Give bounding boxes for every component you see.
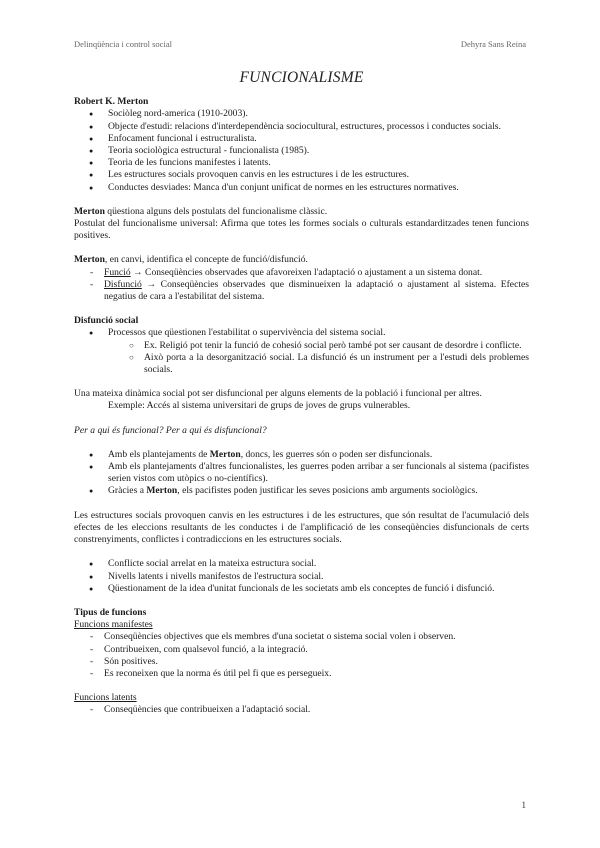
funcio-list — [74, 267, 529, 304]
list-item: - Contribueixen, com qualsevol funció, a la integració. — [74, 644, 529, 656]
dinamica-example: Exemple: Accés al sistema universitari de grups de joves de grups vulnerables. — [108, 400, 411, 412]
guerres-bullets — [74, 449, 529, 498]
merton-heading: Robert K. Merton — [74, 96, 149, 108]
page-header — [74, 39, 526, 49]
list-item: ● Conflicte social arrelat en la mateixa estructura social. — [74, 558, 529, 570]
identifica-text: , en canvi, identifica el concepte de funció/disfunció. — [104, 254, 308, 266]
manifestes-heading: Funcions manifestes — [74, 619, 153, 631]
page-number: 1 — [521, 800, 526, 810]
text: , els pacifistes poden justificar les seves posicions amb arguments sociològics. — [177, 485, 478, 497]
term-disfuncio: Disfunció — [104, 278, 142, 290]
list-item: ● Teoria de les funcions manifestes i latents. — [74, 157, 529, 169]
page-title: FUNCIONALISME — [239, 69, 364, 86]
dinamica-line: Una mateixa dinàmica social pot ser disfuncional per alguns elements de la població i funcional per altres. — [74, 388, 482, 400]
list-item — [74, 267, 529, 279]
list-item: - Conseqüències objectives que els membres d'una societat o sistema social volen i observen. — [74, 631, 529, 643]
header-author: Dehyra Sans Reina — [460, 39, 526, 49]
list-item: ● Les estructures socials provoquen canvis en les estructures i de les estructures. — [74, 169, 529, 181]
questiona-line — [74, 206, 529, 218]
list-item: - Conseqüències que contribueixen a l'adaptació social. — [74, 704, 529, 716]
text: Amb els plantejaments d'altres funcionalistes, les guerres poden arribar a ser funcionals al sistema (pacifistes serien vistos com utòpics o no-científics). — [108, 461, 529, 485]
estructures-paragraph: Les estructures socials provoquen canvis en les estructures i de les estructures, que són resultat de l'acumulació dels efectes de les eleccions resultants de les conductes i de l'amplificació de les conseqüències disfuncionals de certs constrenyiments, conflictes i contradiccions en les estructures socials. — [74, 509, 529, 546]
merton-name: Merton — [74, 254, 105, 266]
list-item: ○ Això porta a la desorganització social. La disfunció és un instrument per a l'estudi dels problemes socials. — [74, 352, 529, 376]
text: Gràcies a — [108, 485, 147, 497]
identifica-line — [74, 254, 529, 266]
list-item — [74, 485, 529, 497]
disfuncio-heading: Disfunció social — [74, 315, 139, 327]
list-item — [74, 449, 529, 461]
conflicte-bullets — [74, 558, 529, 595]
list-item: ● Qüestionament de la idea d'unitat funcionals de les societats amb els conceptes de funció i disfunció. — [74, 583, 529, 595]
list-item: ● Sociòleg nord-america (1910-2003). — [74, 108, 529, 120]
latents-list — [74, 704, 529, 716]
list-item: ● Teoria sociològica estructural - funcionalista (1985). — [74, 145, 529, 157]
merton-name: Merton — [209, 448, 241, 460]
text: , doncs, les guerres són o poden ser disfuncionals. — [240, 448, 433, 460]
postulat-line: Postulat del funcionalisme universal: Afirma que totes les formes socials o culturals estandarditzades tenen funcions positives. — [74, 218, 529, 242]
list-item: ● Enfocament funcional i estructuralista. — [74, 133, 529, 145]
list-item: ● Processos que qüestionen l'estabilitat o supervivència del sistema social. — [74, 327, 529, 339]
list-item — [74, 461, 529, 485]
disfuncio-bullets — [74, 327, 529, 339]
list-item — [74, 279, 529, 303]
disfuncio-subbullets — [74, 340, 529, 377]
text: Amb els plantejaments de — [108, 448, 210, 460]
term-funcio: Funció — [104, 266, 131, 278]
header-course: Delinqüència i control social — [74, 39, 172, 49]
merton-bullets — [74, 108, 529, 193]
latents-heading: Funcions latents — [74, 692, 137, 704]
question-line: Per a qui és funcional? Per a qui és disfuncional? — [74, 424, 267, 436]
list-item: ● Conductes desviades: Manca d'un conjunt unificat de normes en les estructures normatives. — [74, 182, 529, 194]
list-item: - Són positives. — [74, 656, 529, 668]
list-item: - Es reconeixen que la norma és útil pel fi que es persegueix. — [74, 668, 529, 680]
questiona-text: qüestiona alguns dels postulats del funcionalisme clàssic. — [104, 205, 328, 217]
definition: → Conseqüències observades que afavoreixen l'adaptació o ajustament a un sistema donat. — [130, 266, 483, 278]
list-item: ● Objecte d'estudi: relacions d'interdependència sociocultural, estructures, processos i conductes socials. — [74, 121, 529, 133]
manifestes-list — [74, 631, 529, 680]
tipus-heading: Tipus de funcions — [74, 606, 147, 618]
list-item: ● Nivells latents i nivells manifestos de l'estructura social. — [74, 571, 529, 583]
list-item: ○ Ex. Religió pot tenir la funció de cohesió social però també pot ser causant de desordre i conflicte. — [74, 340, 529, 352]
merton-name: Merton — [146, 485, 178, 497]
document-body — [74, 69, 529, 717]
definition: → Conseqüències observades que disminueixen la adaptació o ajustament al sistema. Efectes negatius de cara a l'estabilitat del sistema. — [104, 278, 529, 303]
merton-name: Merton — [74, 205, 105, 217]
